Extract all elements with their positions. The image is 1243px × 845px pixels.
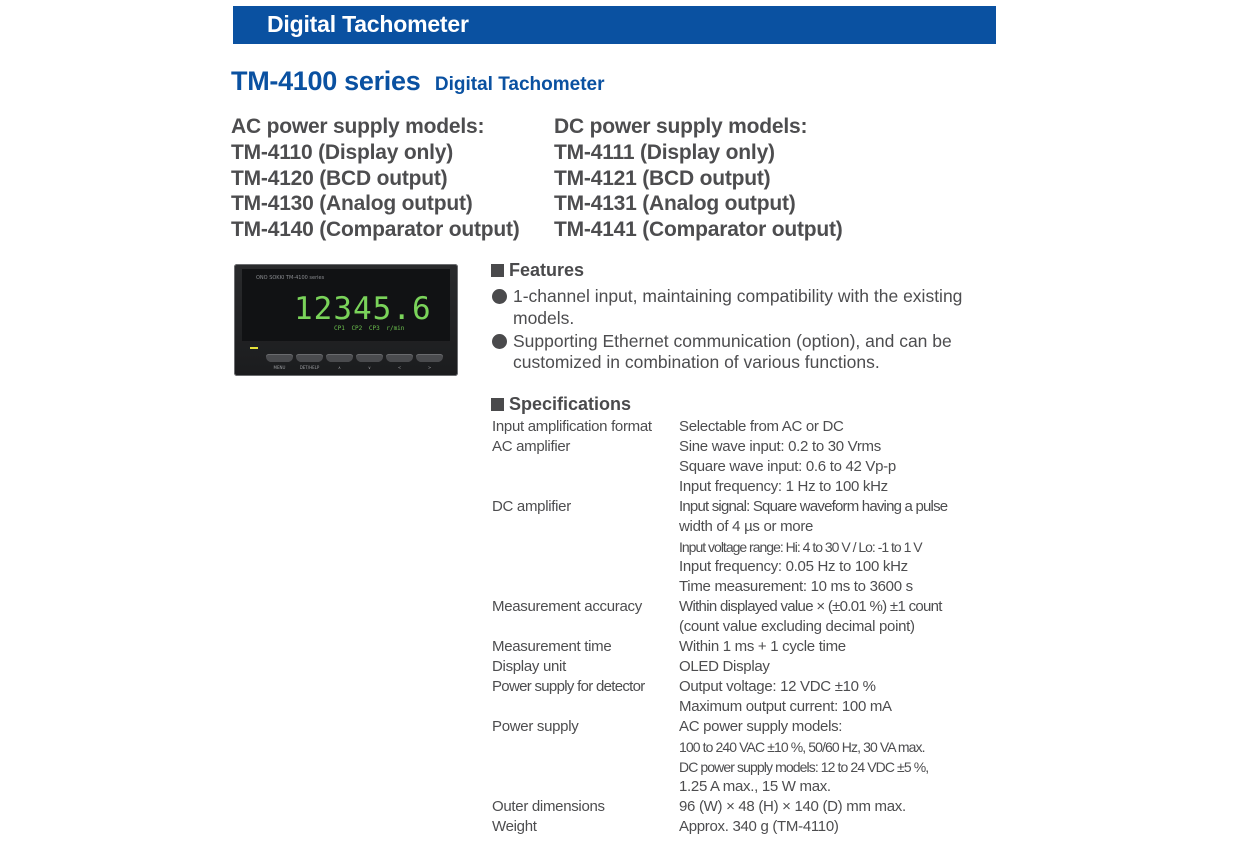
series-title xyxy=(231,66,605,97)
features-heading-text: Features xyxy=(509,260,585,280)
spec-value: width of 4 µs or more xyxy=(679,518,814,535)
ac-models-heading: AC power supply models: xyxy=(231,115,485,138)
spec-label: Outer dimensions xyxy=(492,798,605,815)
spec-row xyxy=(492,677,947,717)
features-heading xyxy=(491,260,584,281)
model-item: TM-4120 (BCD output) xyxy=(231,166,448,190)
device-brand-label: ONO SOKKI TM-4100 series xyxy=(256,275,325,281)
spec-row xyxy=(492,597,947,637)
spec-row xyxy=(492,717,947,797)
spec-values xyxy=(679,637,846,657)
spec-value: Time measurement: 10 ms to 3600 s xyxy=(679,578,913,595)
spec-value: Within 1 ms + 1 cycle time xyxy=(679,638,846,655)
spec-value: Square wave input: 0.6 to 42 Vp-p xyxy=(679,458,896,475)
device-button-label: DET/HELP xyxy=(299,365,320,370)
spec-values xyxy=(679,817,839,837)
spec-values xyxy=(679,497,947,597)
spec-value: Sine wave input: 0.2 to 30 Vrms xyxy=(679,438,881,455)
spec-row xyxy=(492,797,947,817)
header-banner xyxy=(233,6,996,44)
device-button xyxy=(416,354,443,362)
spec-row xyxy=(492,817,947,837)
device-button xyxy=(356,354,383,362)
spec-label: Power supply for detector xyxy=(492,678,645,695)
device-button xyxy=(326,354,353,362)
spec-values xyxy=(679,657,770,677)
series-name: TM-4100 series xyxy=(231,66,421,96)
spec-value: AC power supply models: xyxy=(679,718,843,735)
banner-title: Digital Tachometer xyxy=(267,11,469,37)
product-image xyxy=(234,264,458,376)
dc-models-heading: DC power supply models: xyxy=(554,115,808,138)
square-bullet-icon xyxy=(491,264,504,277)
spec-value: 1.25 A max., 15 W max. xyxy=(679,778,831,795)
device-display xyxy=(242,269,450,341)
feature-text: Supporting Ethernet communication (option), and can be customized in combination of various functions. xyxy=(513,330,952,372)
spec-label: Weight xyxy=(492,818,537,835)
spec-value: DC power supply models: 12 to 24 VDC ±5 %, xyxy=(679,759,929,775)
spec-label: Measurement time xyxy=(492,638,612,655)
device-status-flags: CP1 CP2 CP3 r/min xyxy=(334,325,405,332)
feature-item xyxy=(491,286,991,329)
spec-values xyxy=(679,417,844,437)
feature-item xyxy=(491,331,991,374)
specifications-heading-text: Specifications xyxy=(509,394,632,414)
spec-label: DC amplifier xyxy=(492,498,571,515)
spec-value: Input frequency: 1 Hz to 100 kHz xyxy=(679,478,888,495)
status-led-icon xyxy=(250,347,258,349)
square-bullet-icon xyxy=(491,398,504,411)
spec-row xyxy=(492,417,947,437)
model-item: TM-4121 (BCD output) xyxy=(554,166,771,190)
device-button-label: > xyxy=(427,365,432,370)
spec-values xyxy=(679,797,906,817)
device-button xyxy=(296,354,323,362)
spec-label: Measurement accuracy xyxy=(492,598,642,615)
feature-text: 1-channel input, maintaining compatibility with the existing models. xyxy=(513,286,963,328)
spec-label: AC amplifier xyxy=(492,438,571,455)
spec-label: Display unit xyxy=(492,658,566,675)
device-button-label: ∨ xyxy=(368,365,371,370)
circle-bullet-icon xyxy=(492,334,507,349)
spec-row xyxy=(492,637,947,657)
device-button-row xyxy=(266,354,443,362)
model-item: TM-4111 (Display only) xyxy=(554,140,775,164)
specifications-heading xyxy=(491,394,631,415)
spec-row xyxy=(492,497,947,597)
ac-models-list xyxy=(231,114,520,243)
specifications-table xyxy=(492,417,947,837)
model-item: TM-4110 (Display only) xyxy=(231,140,453,164)
device-button-label: ∧ xyxy=(338,365,341,370)
spec-value: OLED Display xyxy=(679,658,770,675)
spec-value: 100 to 240 VAC ±10 %, 50/60 Hz, 30 VA max. xyxy=(679,739,925,755)
device-button-labels xyxy=(266,365,443,370)
spec-value: Output voltage: 12 VDC ±10 % xyxy=(679,678,876,695)
spec-value: Approx. 340 g (TM-4110) xyxy=(679,818,839,835)
spec-values xyxy=(679,677,892,717)
device-button xyxy=(386,354,413,362)
dc-models-list xyxy=(554,114,843,243)
spec-value: (count value excluding decimal point) xyxy=(679,618,915,635)
model-item: TM-4141 (Comparator output) xyxy=(554,218,843,242)
circle-bullet-icon xyxy=(492,289,507,304)
spec-value: Input voltage range: Hi: 4 to 30 V / Lo: -1 to 1 V xyxy=(679,539,922,555)
model-item: TM-4130 (Analog output) xyxy=(231,192,473,216)
device-button-label: MENU xyxy=(273,365,286,370)
model-item: TM-4131 (Analog output) xyxy=(554,192,796,216)
spec-values xyxy=(679,717,928,797)
model-item: TM-4140 (Comparator output) xyxy=(231,218,520,242)
spec-values xyxy=(679,597,942,637)
device-button-label: < xyxy=(397,365,402,370)
spec-value: Within displayed value × (±0.01 %) ±1 count xyxy=(679,598,942,615)
device-button xyxy=(266,354,293,362)
device-reading: 12345.6 xyxy=(294,291,432,327)
spec-label: Power supply xyxy=(492,718,579,735)
spec-value: Input signal: Square waveform having a pulse xyxy=(679,498,948,515)
spec-label: Input amplification format xyxy=(492,418,652,435)
series-subtitle: Digital Tachometer xyxy=(434,74,605,95)
spec-value: 96 (W) × 48 (H) × 140 (D) mm max. xyxy=(679,798,906,815)
spec-row xyxy=(492,657,947,677)
spec-value: Selectable from AC or DC xyxy=(679,418,844,435)
spec-row xyxy=(492,437,947,497)
spec-value: Maximum output current: 100 mA xyxy=(679,698,892,715)
spec-value: Input frequency: 0.05 Hz to 100 kHz xyxy=(679,558,908,575)
spec-values xyxy=(679,437,896,497)
features-list xyxy=(491,286,991,375)
